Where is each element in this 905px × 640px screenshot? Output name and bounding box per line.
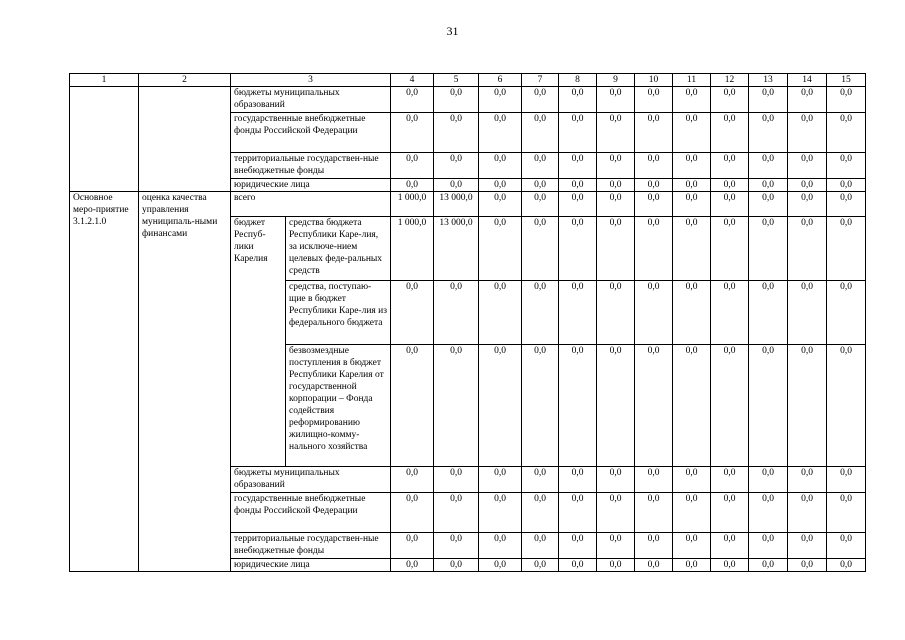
value-cell: 0,0 <box>635 533 673 559</box>
value-cell: 0,0 <box>788 533 827 559</box>
table-row <box>70 87 866 113</box>
row-label: территориальные государствен-ные внебюджетные фонды <box>231 533 391 559</box>
value-cell: 0,0 <box>749 113 788 153</box>
value-cell: 0,0 <box>711 533 749 559</box>
value-cell: 0,0 <box>673 281 711 345</box>
value-cell: 0,0 <box>749 217 788 281</box>
value-cell: 0,0 <box>391 467 434 493</box>
value-cell: 0,0 <box>635 113 673 153</box>
value-cell: 0,0 <box>522 467 559 493</box>
value-cell: 0,0 <box>597 559 635 572</box>
value-cell: 0,0 <box>479 281 522 345</box>
value-cell: 0,0 <box>635 153 673 179</box>
value-cell: 0,0 <box>788 153 827 179</box>
value-cell: 0,0 <box>391 493 434 533</box>
value-cell: 0,0 <box>434 533 479 559</box>
value-cell: 0,0 <box>827 493 866 533</box>
value-cell: 1 000,0 <box>391 217 434 281</box>
value-cell: 0,0 <box>522 153 559 179</box>
table-row <box>70 113 866 153</box>
page-number: 31 <box>446 24 459 38</box>
row-label: юридические лица <box>231 179 391 192</box>
continuation-cell <box>70 179 139 192</box>
header-cell: 6 <box>479 74 522 87</box>
value-cell: 0,0 <box>479 345 522 467</box>
value-cell: 0,0 <box>391 87 434 113</box>
value-cell: 0,0 <box>434 281 479 345</box>
value-cell: 0,0 <box>559 113 597 153</box>
value-cell: 0,0 <box>711 281 749 345</box>
header-cell: 15 <box>827 74 866 87</box>
value-cell: 0,0 <box>673 467 711 493</box>
row-label: средства бюджета Республики Каре-лия, за исключе-нием целевых феде-ральных средств <box>286 217 391 281</box>
header-cell: 1 <box>70 74 139 87</box>
header-cell: 3 <box>231 74 391 87</box>
row-label: всего <box>231 192 391 217</box>
value-cell: 0,0 <box>711 87 749 113</box>
value-cell: 0,0 <box>635 179 673 192</box>
value-cell: 0,0 <box>434 113 479 153</box>
budget-table <box>69 73 866 572</box>
value-cell: 0,0 <box>827 533 866 559</box>
value-cell: 0,0 <box>711 192 749 217</box>
value-cell: 0,0 <box>749 281 788 345</box>
continuation-cell <box>70 153 139 179</box>
value-cell: 0,0 <box>479 559 522 572</box>
value-cell: 0,0 <box>479 153 522 179</box>
value-cell: 0,0 <box>479 467 522 493</box>
value-cell: 1 000,0 <box>391 192 434 217</box>
value-cell: 0,0 <box>673 493 711 533</box>
value-cell: 0,0 <box>434 559 479 572</box>
header-cell: 12 <box>711 74 749 87</box>
header-cell: 9 <box>597 74 635 87</box>
value-cell: 0,0 <box>479 87 522 113</box>
value-cell: 0,0 <box>635 192 673 217</box>
value-cell: 0,0 <box>597 217 635 281</box>
value-cell: 0,0 <box>635 493 673 533</box>
header-cell: 14 <box>788 74 827 87</box>
value-cell: 0,0 <box>479 493 522 533</box>
value-cell: 0,0 <box>827 217 866 281</box>
value-cell: 0,0 <box>711 559 749 572</box>
value-cell: 0,0 <box>597 493 635 533</box>
value-cell: 0,0 <box>479 192 522 217</box>
continuation-cell <box>139 179 231 192</box>
value-cell: 0,0 <box>434 153 479 179</box>
continuation-cell <box>139 87 231 113</box>
value-cell: 0,0 <box>749 493 788 533</box>
value-cell: 0,0 <box>749 559 788 572</box>
value-cell: 0,0 <box>522 192 559 217</box>
value-cell: 0,0 <box>597 533 635 559</box>
value-cell: 0,0 <box>479 533 522 559</box>
row-label: средства, поступаю-щие в бюджет Республики Каре-лия из федерального бюджета <box>286 281 391 345</box>
value-cell: 0,0 <box>788 345 827 467</box>
value-cell: 0,0 <box>749 533 788 559</box>
value-cell: 0,0 <box>788 179 827 192</box>
table-row <box>70 192 866 217</box>
value-cell: 0,0 <box>711 345 749 467</box>
value-cell: 0,0 <box>597 281 635 345</box>
value-cell: 13 000,0 <box>434 217 479 281</box>
value-cell: 0,0 <box>827 192 866 217</box>
value-cell: 0,0 <box>673 113 711 153</box>
header-cell: 10 <box>635 74 673 87</box>
value-cell: 0,0 <box>788 493 827 533</box>
value-cell: 0,0 <box>434 179 479 192</box>
value-cell: 0,0 <box>391 281 434 345</box>
value-cell: 0,0 <box>559 87 597 113</box>
value-cell: 0,0 <box>788 217 827 281</box>
header-cell: 13 <box>749 74 788 87</box>
table-body <box>70 74 866 572</box>
value-cell: 0,0 <box>522 559 559 572</box>
value-cell: 0,0 <box>522 179 559 192</box>
value-cell: 0,0 <box>827 559 866 572</box>
value-cell: 0,0 <box>391 559 434 572</box>
value-cell: 0,0 <box>673 87 711 113</box>
value-cell: 0,0 <box>559 467 597 493</box>
value-cell: 0,0 <box>788 113 827 153</box>
value-cell: 0,0 <box>597 345 635 467</box>
value-cell: 0,0 <box>635 87 673 113</box>
value-cell: 0,0 <box>597 153 635 179</box>
value-cell: 0,0 <box>827 179 866 192</box>
value-cell: 0,0 <box>788 87 827 113</box>
value-cell: 0,0 <box>391 179 434 192</box>
row-label: государственные внебюджетные фонды Российской Федерации <box>231 493 391 533</box>
row-label: государственные внебюджетные фонды Российской Федерации <box>231 113 391 153</box>
value-cell: 0,0 <box>434 493 479 533</box>
value-cell: 0,0 <box>749 87 788 113</box>
value-cell: 0,0 <box>635 559 673 572</box>
value-cell: 0,0 <box>559 179 597 192</box>
value-cell: 0,0 <box>522 345 559 467</box>
table-row <box>70 179 866 192</box>
value-cell: 0,0 <box>597 113 635 153</box>
value-cell: 0,0 <box>559 281 597 345</box>
value-cell: 0,0 <box>749 345 788 467</box>
value-cell: 0,0 <box>711 113 749 153</box>
value-cell: 0,0 <box>522 217 559 281</box>
value-cell: 0,0 <box>559 192 597 217</box>
value-cell: 0,0 <box>827 153 866 179</box>
row-label: бюджеты муниципальных образований <box>231 87 391 113</box>
value-cell: 0,0 <box>635 281 673 345</box>
value-cell: 0,0 <box>559 493 597 533</box>
value-cell: 0,0 <box>597 467 635 493</box>
value-cell: 0,0 <box>391 113 434 153</box>
value-cell: 0,0 <box>522 113 559 153</box>
value-cell: 0,0 <box>788 192 827 217</box>
value-cell: 0,0 <box>597 179 635 192</box>
value-cell: 0,0 <box>788 467 827 493</box>
table-row <box>70 153 866 179</box>
value-cell: 0,0 <box>673 345 711 467</box>
value-cell: 13 000,0 <box>434 192 479 217</box>
header-cell: 4 <box>391 74 434 87</box>
header-cell: 5 <box>434 74 479 87</box>
value-cell: 0,0 <box>391 153 434 179</box>
value-cell: 0,0 <box>711 153 749 179</box>
value-cell: 0,0 <box>711 467 749 493</box>
value-cell: 0,0 <box>749 153 788 179</box>
measure-code: Основное меро-приятие 3.1.2.1.0 <box>70 192 139 572</box>
continuation-cell <box>70 113 139 153</box>
value-cell: 0,0 <box>673 533 711 559</box>
value-cell: 0,0 <box>635 345 673 467</box>
continuation-cell <box>139 153 231 179</box>
row-label: бюджеты муниципальных образований <box>231 467 391 493</box>
continuation-cell <box>139 113 231 153</box>
value-cell: 0,0 <box>522 533 559 559</box>
value-cell: 0,0 <box>673 179 711 192</box>
value-cell: 0,0 <box>522 281 559 345</box>
value-cell: 0,0 <box>391 533 434 559</box>
value-cell: 0,0 <box>788 281 827 345</box>
value-cell: 0,0 <box>749 192 788 217</box>
header-row <box>70 74 866 87</box>
value-cell: 0,0 <box>827 281 866 345</box>
row-label: юридические лица <box>231 559 391 572</box>
value-cell: 0,0 <box>434 345 479 467</box>
value-cell: 0,0 <box>434 87 479 113</box>
value-cell: 0,0 <box>597 87 635 113</box>
value-cell: 0,0 <box>479 179 522 192</box>
value-cell: 0,0 <box>827 467 866 493</box>
value-cell: 0,0 <box>673 559 711 572</box>
row-label: безвозмездные поступления в бюджет Республики Карелия от государственной корпорации – Фонда содействия реформированию жилищно-комму-нального хозяйства <box>286 345 391 467</box>
budget-group-label: бюджет Респуб-лики Карелия <box>231 217 286 467</box>
measure-name: оценка качества управления муниципаль-ными финансами <box>139 192 231 572</box>
value-cell: 0,0 <box>749 179 788 192</box>
value-cell: 0,0 <box>522 493 559 533</box>
value-cell: 0,0 <box>827 87 866 113</box>
value-cell: 0,0 <box>827 113 866 153</box>
value-cell: 0,0 <box>434 467 479 493</box>
value-cell: 0,0 <box>597 192 635 217</box>
value-cell: 0,0 <box>711 493 749 533</box>
value-cell: 0,0 <box>559 153 597 179</box>
value-cell: 0,0 <box>711 217 749 281</box>
value-cell: 0,0 <box>559 559 597 572</box>
value-cell: 0,0 <box>711 179 749 192</box>
value-cell: 0,0 <box>673 153 711 179</box>
value-cell: 0,0 <box>479 217 522 281</box>
value-cell: 0,0 <box>559 533 597 559</box>
value-cell: 0,0 <box>635 467 673 493</box>
value-cell: 0,0 <box>522 87 559 113</box>
header-cell: 8 <box>559 74 597 87</box>
value-cell: 0,0 <box>559 217 597 281</box>
value-cell: 0,0 <box>827 345 866 467</box>
header-cell: 11 <box>673 74 711 87</box>
value-cell: 0,0 <box>788 559 827 572</box>
row-label: территориальные государствен-ные внебюджетные фонды <box>231 153 391 179</box>
header-cell: 2 <box>139 74 231 87</box>
continuation-cell <box>70 87 139 113</box>
value-cell: 0,0 <box>559 345 597 467</box>
value-cell: 0,0 <box>749 467 788 493</box>
value-cell: 0,0 <box>391 345 434 467</box>
value-cell: 0,0 <box>635 217 673 281</box>
value-cell: 0,0 <box>479 113 522 153</box>
value-cell: 0,0 <box>673 217 711 281</box>
header-cell: 7 <box>522 74 559 87</box>
value-cell: 0,0 <box>673 192 711 217</box>
